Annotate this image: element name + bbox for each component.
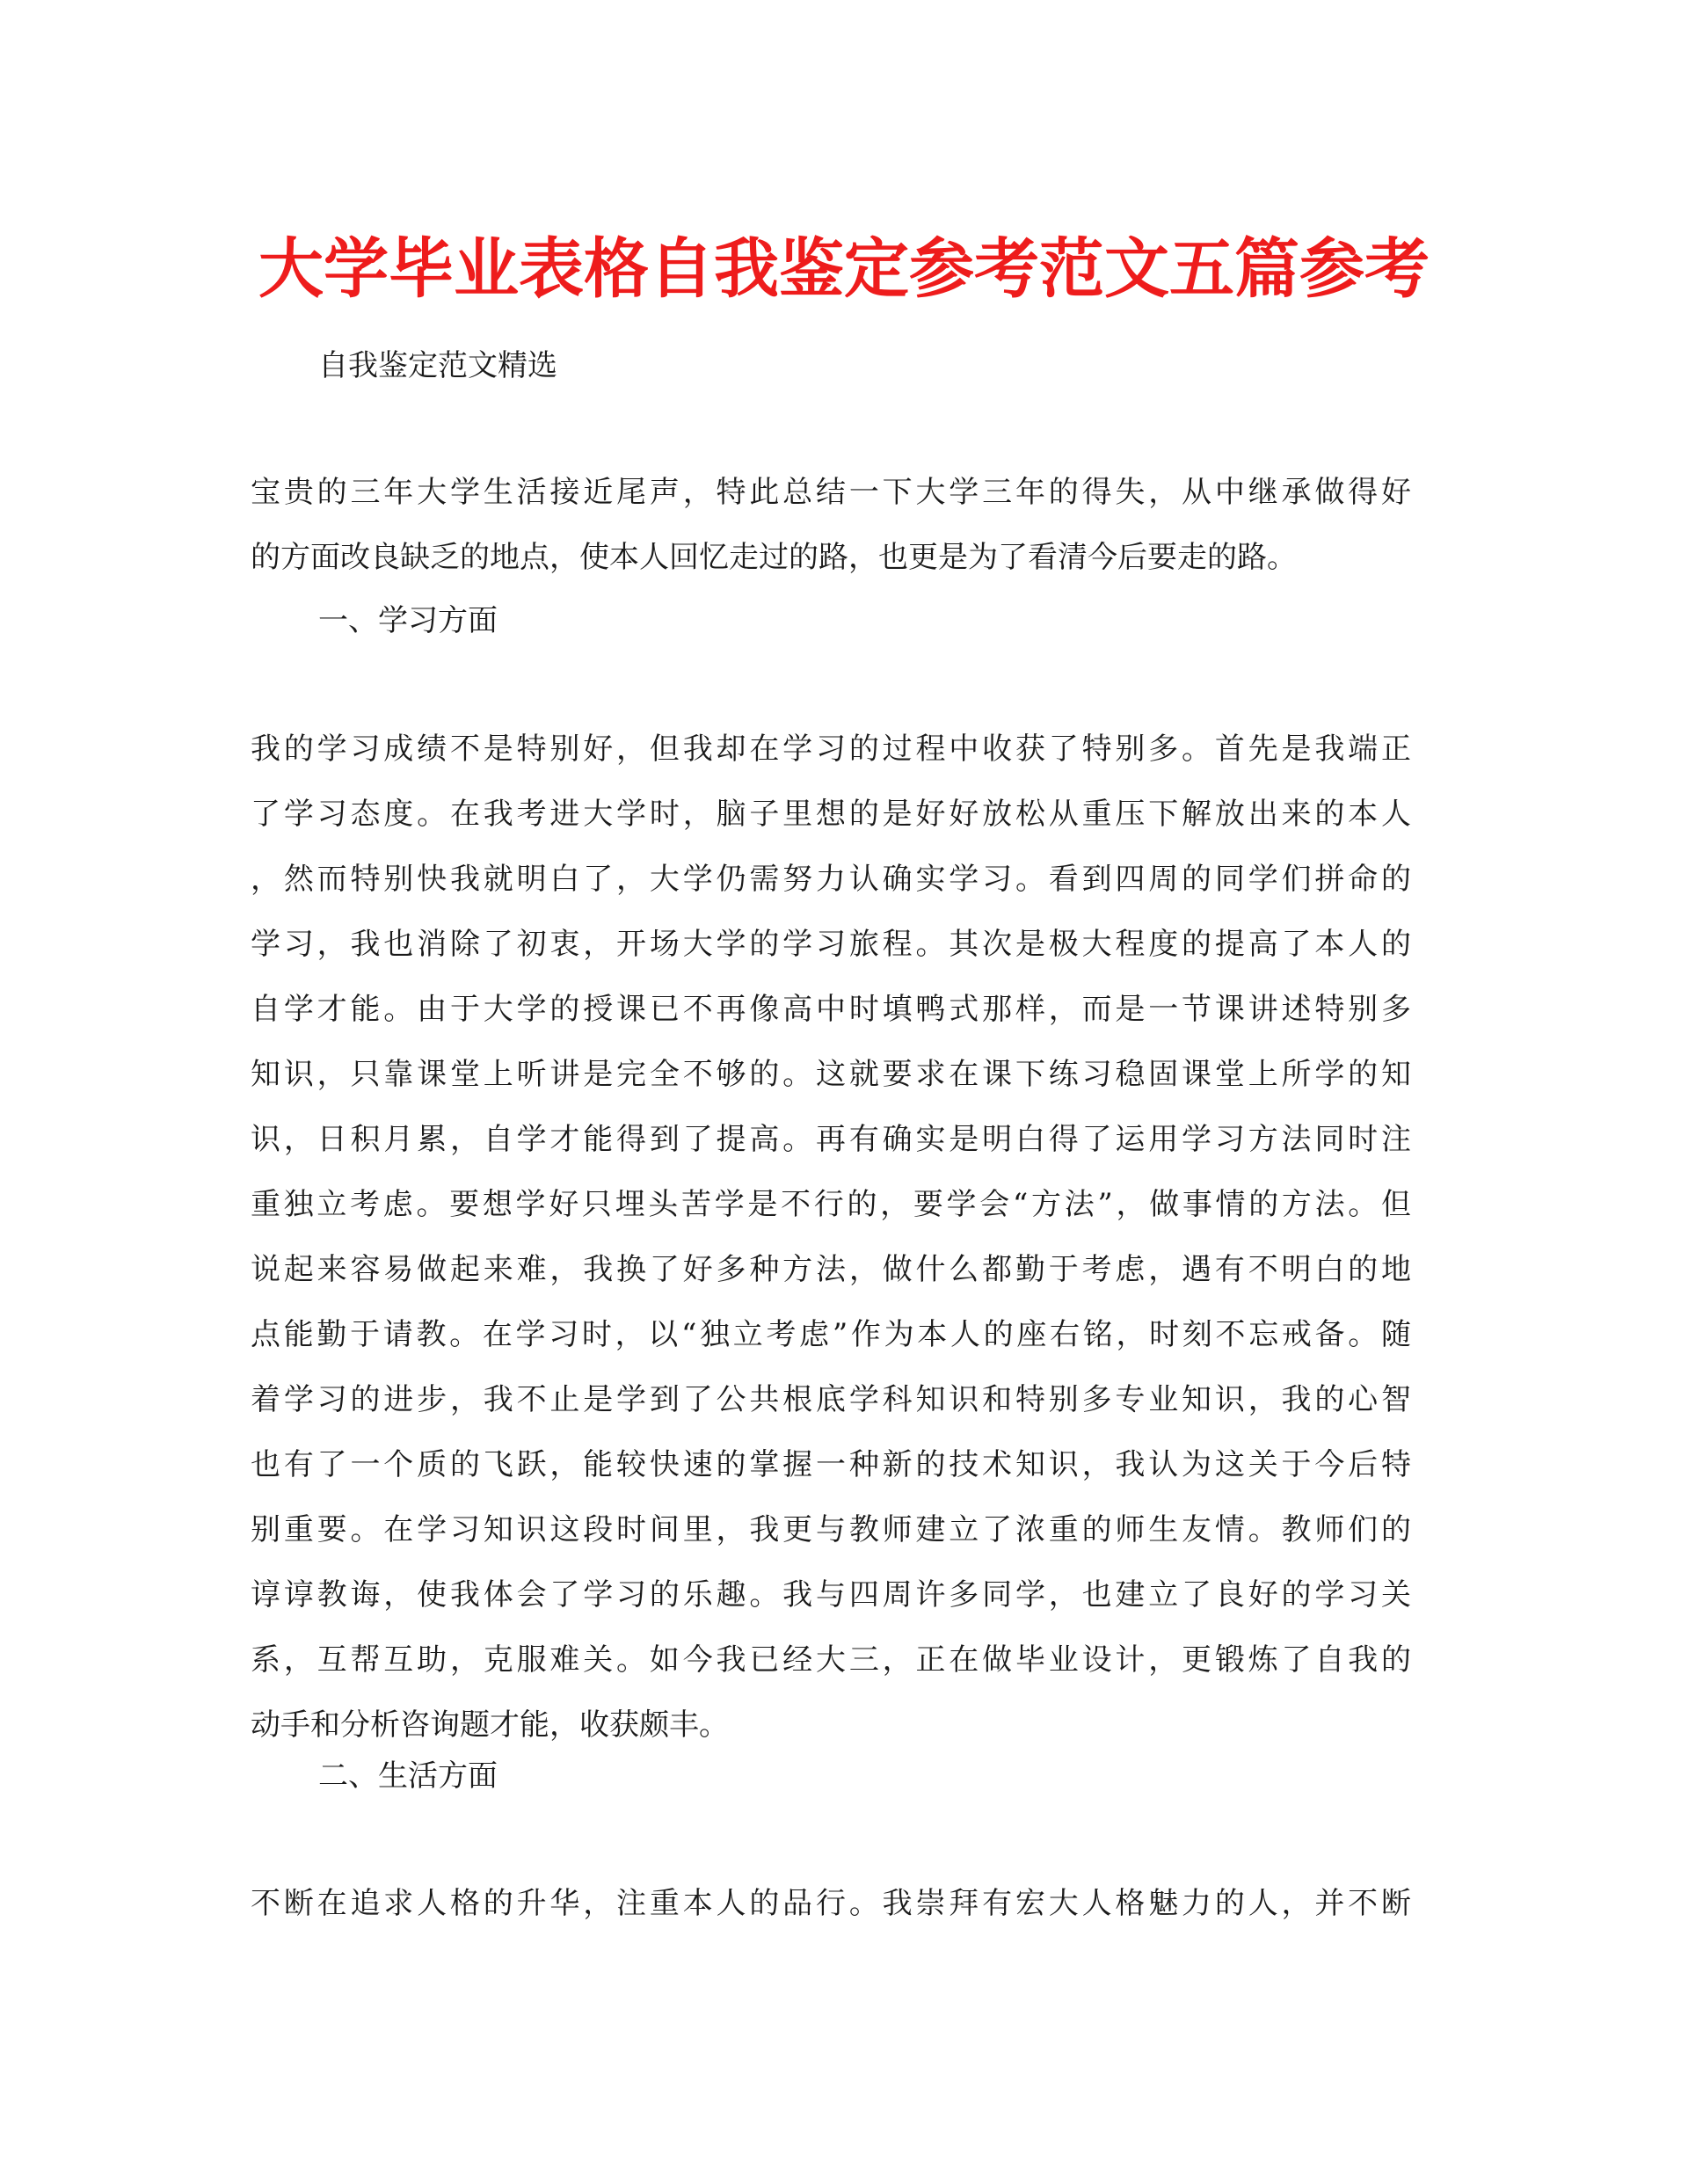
section-heading-study: 一、学习方面 [318,603,498,638]
section-heading-life: 二、生活方面 [318,1758,498,1794]
paragraph-line: 知识，只靠课堂上听讲是完全不够的。这就要求在课下练习稳固课堂上所学的知 [251,1057,1411,1092]
paragraph-line: 别重要。在学习知识这段时间里，我更与教师建立了浓重的师生友情。教师们的 [251,1512,1411,1547]
paragraph-line: 系，互帮互助，克服难关。如今我已经大三，正在做毕业设计，更锻炼了自我的 [251,1642,1411,1678]
paragraph-line: 自学才能。由于大学的授课已不再像高中时填鸭式那样，而是一节课讲述特别多 [251,992,1411,1027]
paragraph-line: 宝贵的三年大学生活接近尾声，特此总结一下大学三年的得失，从中继承做得好 [251,475,1411,510]
paragraph-line: 重独立考虑。要想学好只埋头苦学是不行的，要学会“方法”，做事情的方法。但 [251,1187,1411,1222]
paragraph-line: 不断在追求人格的升华，注重本人的品行。我崇拜有宏大人格魅力的人，并不断 [251,1886,1411,1921]
paragraph-line: 学习，我也消除了初衷，开场大学的学习旅程。其次是极大程度的提高了本人的 [251,927,1411,962]
paragraph-line: 我的学习成绩不是特别好，但我却在学习的过程中收获了特别多。首先是我端正 [251,732,1411,767]
paragraph-line: 的方面改良缺乏的地点，使本人回忆走过的路，也更是为了看清今后要走的路。 [251,540,1297,575]
paragraph-line: 着学习的进步，我不止是学到了公共根底学科知识和特别多专业知识，我的心智 [251,1382,1411,1417]
paragraph-line: 识，日积月累，自学才能得到了提高。再有确实是明白得了运用学习方法同时注 [251,1122,1411,1157]
paragraph-line: 点能勤于请教。在学习时，以“独立考虑”作为本人的座右铭，时刻不忘戒备。随 [251,1317,1411,1352]
study-paragraph [251,717,1411,1758]
paragraph-line: 说起来容易做起来难，我换了好多种方法，做什么都勤于考虑，遇有不明白的地 [251,1252,1411,1287]
intro-paragraph [251,460,1411,590]
document-title: 大学毕业表格自我鉴定参考范文五篇参考 [258,231,1430,307]
paragraph-line: 了学习态度。在我考进大学时，脑子里想的是好好放松从重压下解放出来的本人 [251,797,1411,832]
paragraph-line: ，然而特别快我就明白了，大学仍需努力认确实学习。看到四周的同学们拼命的 [251,862,1411,897]
life-paragraph [251,1871,1411,1936]
document-subtitle: 自我鉴定范文精选 [318,348,557,383]
paragraph-line: 谆谆教诲，使我体会了学习的乐趣。我与四周许多同学，也建立了良好的学习关 [251,1577,1411,1613]
paragraph-line: 也有了一个质的飞跃，能较快速的掌握一种新的技术知识，我认为这关于今后特 [251,1447,1411,1482]
paragraph-line: 动手和分析咨询题才能，收获颇丰。 [251,1707,729,1743]
